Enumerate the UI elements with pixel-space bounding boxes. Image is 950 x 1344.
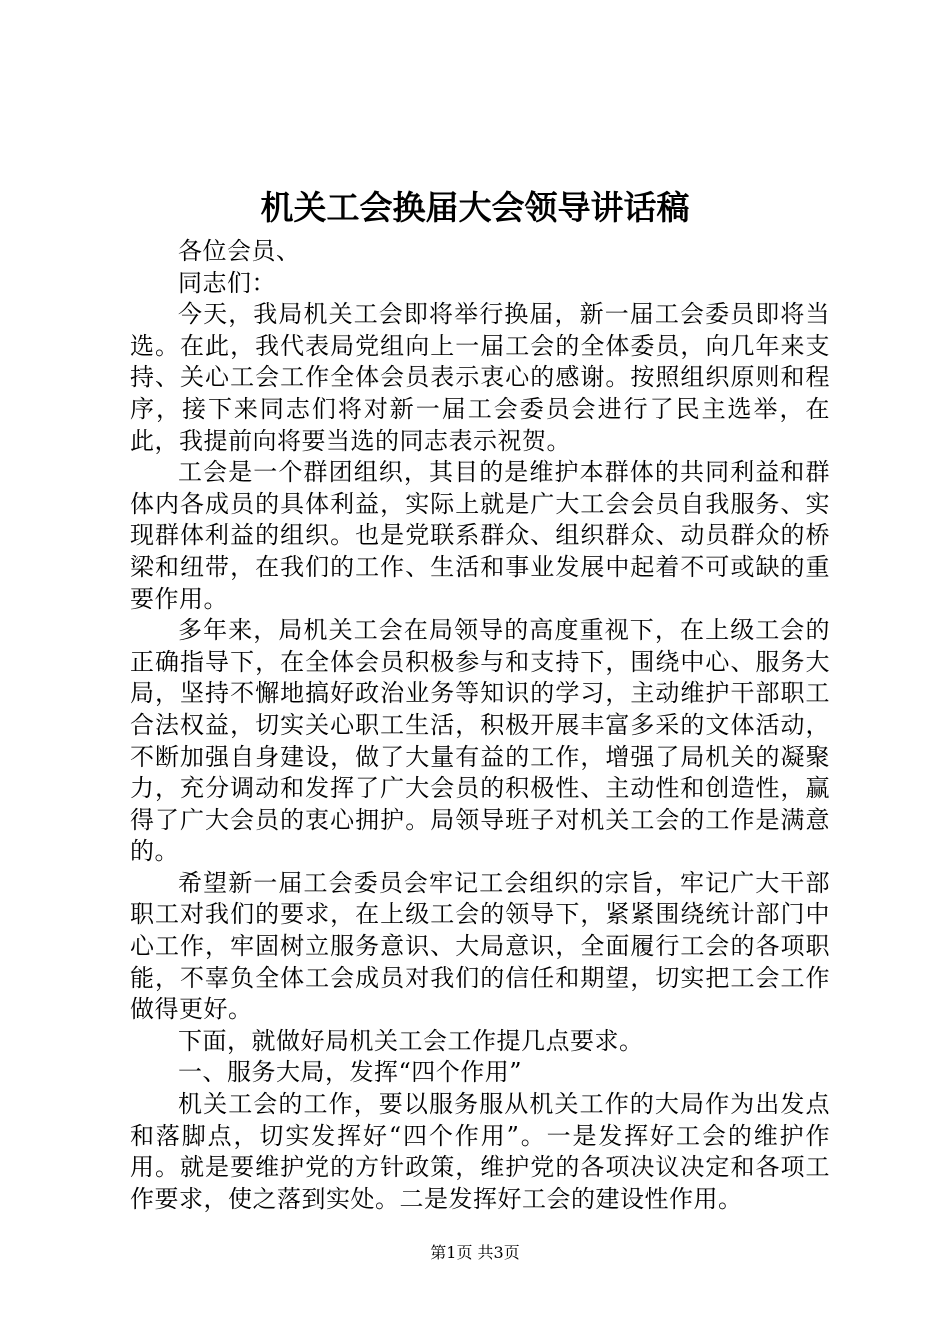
body-paragraph: 今天，我局机关工会即将举行换届，新一届工会委员即将当选。在此，我代表局党组向上一届工会的全体委员，向几年来支持、关心工会工作全体会员表示衷心的感谢。按照组织原则和程序，接下来同志们将对新一届工会委员会进行了民主选举，在此，我提前向将要当选的同志表示祝贺。 xyxy=(130,300,830,455)
body-paragraph: 工会是一个群团组织，其目的是维护本群体的共同利益和群体内各成员的具体利益，实际上就是广大工会会员自我服务、实现群体利益的组织。也是党联系群众、组织群众、动员群众的桥梁和纽带，在我们的工作、生活和事业发展中起着不可或缺的重要作用。 xyxy=(130,458,830,613)
body-paragraph: 下面，就做好局机关工会工作提几点要求。 xyxy=(178,1026,644,1055)
salutation-line: 各位会员、 xyxy=(178,237,301,265)
body-paragraph: 多年来，局机关工会在局领导的高度重视下，在上级工会的正确指导下，在全体会员积极参与和支持下，围绕中心、服务大局，坚持不懈地搞好政治业务等知识的学习，主动维护干部职工合法权益，切实关心职工生活，积极开展丰富多采的文体活动，不断加强自身建设，做了大量有益的工作，增强了局机关的凝聚力，充分调动和发挥了广大会员的积极性、主动性和创造性，赢得了广大会员的衷心拥护。局领导班子对机关工会的工作是满意的。 xyxy=(130,616,830,866)
section-heading: 一、服务大局，发挥“四个作用” xyxy=(178,1058,523,1087)
body-paragraph: 机关工会的工作，要以服务服从机关工作的大局作为出发点和落脚点，切实发挥好“四个作用”。一是发挥好工会的维护作用。就是要维护党的方针政策，维护党的各项决议决定和各项工作要求，使之落到实处。二是发挥好工会的建设性作用。 xyxy=(130,1090,830,1213)
page-footer: 第1页 共3页 xyxy=(430,1243,520,1262)
salutation-line: 同志们： xyxy=(178,268,276,297)
body-paragraph: 希望新一届工会委员会牢记工会组织的宗旨，牢记广大干部职工对我们的要求，在上级工会的领导下，紧紧围绕统计部门中心工作，牢固树立服务意识、大局意识，全面履行工会的各项职能，不辜负全体工会成员对我们的信任和期望，切实把工会工作做得更好。 xyxy=(130,868,830,1024)
document-title: 机关工会换届大会领导讲话稿 xyxy=(260,188,690,227)
document-body xyxy=(130,236,830,1215)
